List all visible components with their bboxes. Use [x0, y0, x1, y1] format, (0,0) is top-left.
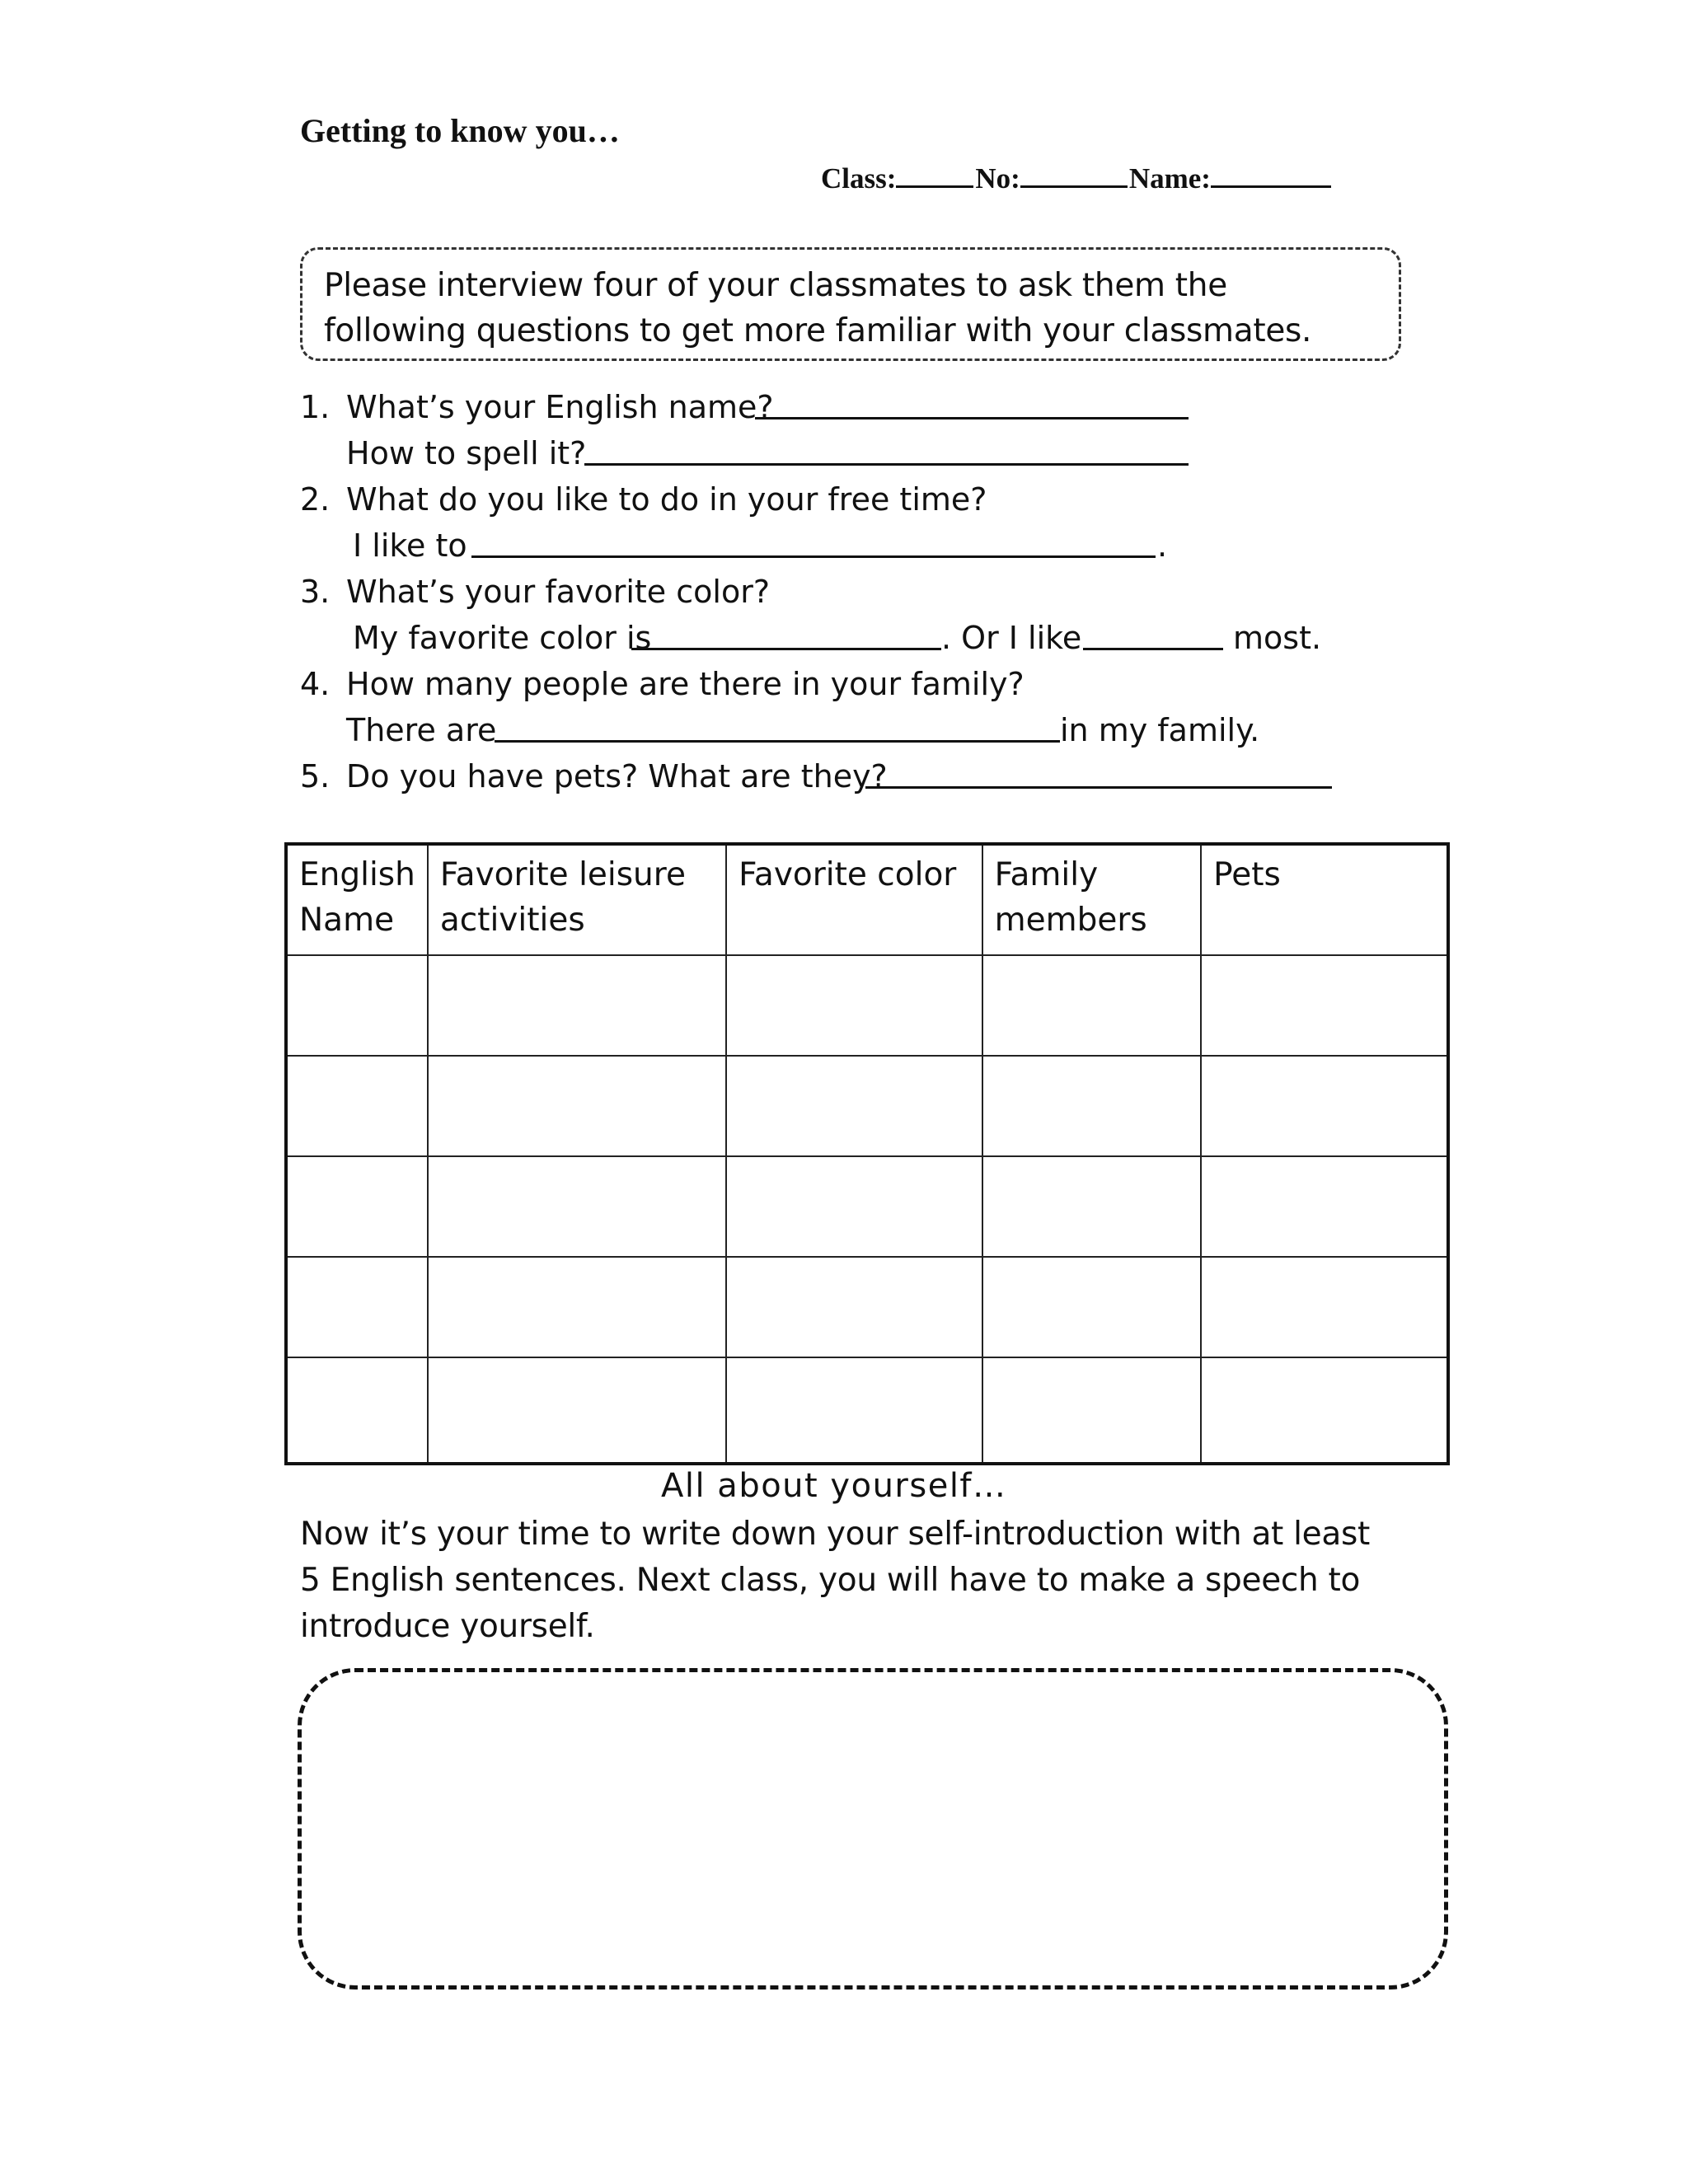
table-cell[interactable]	[286, 1357, 428, 1464]
table-cell[interactable]	[982, 1056, 1201, 1156]
other-color-answer[interactable]	[1083, 616, 1223, 650]
interview-table	[284, 842, 1450, 1465]
table-cell[interactable]	[982, 1357, 1201, 1464]
free-time-answer[interactable]	[471, 524, 1156, 558]
favorite-color-answer[interactable]	[631, 616, 941, 650]
class-label: Class:	[821, 162, 897, 194]
table-cell[interactable]	[428, 1056, 726, 1156]
followup-text: How to spell it?	[346, 435, 587, 471]
table-row	[286, 1257, 1448, 1357]
table-cell[interactable]	[726, 955, 982, 1056]
table-cell[interactable]	[428, 955, 726, 1056]
header-favorite-color: Favorite color	[726, 844, 982, 955]
header-leisure-activities: Favorite leisure activities	[428, 844, 726, 955]
number-field[interactable]	[1020, 161, 1128, 188]
table-cell[interactable]	[286, 1056, 428, 1156]
table-cell[interactable]	[726, 1156, 982, 1257]
number-label: No:	[975, 162, 1020, 194]
table-cell[interactable]	[428, 1156, 726, 1257]
header-english-name: English Name	[286, 844, 428, 955]
followup-suffix: .	[1157, 527, 1168, 564]
question-number: 2.	[300, 481, 331, 518]
question-number: 3.	[300, 574, 331, 610]
question-text: What’s your English name?	[346, 389, 774, 425]
question-text: What’s your favorite color?	[346, 574, 771, 610]
table-cell[interactable]	[286, 1156, 428, 1257]
question-number: 1.	[300, 389, 331, 425]
header-pets: Pets	[1201, 844, 1448, 955]
header-family-members: Family members	[982, 844, 1201, 955]
followup-prefix: My favorite color is	[353, 620, 652, 656]
name-label: Name:	[1128, 162, 1211, 194]
question-number: 5.	[300, 758, 331, 794]
table-cell[interactable]	[982, 1156, 1201, 1257]
table-cell[interactable]	[982, 1257, 1201, 1357]
table-cell[interactable]	[286, 1257, 428, 1357]
followup-mid: . Or I like	[941, 620, 1082, 656]
followup-suffix: in my family.	[1060, 712, 1260, 748]
table-cell[interactable]	[428, 1357, 726, 1464]
table-row	[286, 955, 1448, 1056]
table-cell[interactable]	[726, 1357, 982, 1464]
instructions-box	[300, 247, 1401, 361]
question-text: Do you have pets? What are they?	[346, 758, 888, 794]
self-introduction-instructions: Now it’s your time to write down your self-introduction with at least 5 English sentences. Next class, you will have to make a speech to introduce yourself.	[300, 1516, 1370, 1645]
table-cell[interactable]	[726, 1257, 982, 1357]
table-row	[286, 1156, 1448, 1257]
section-title: All about yourself…	[661, 1467, 1007, 1505]
spelling-answer[interactable]	[584, 432, 1189, 466]
self-introduction-writing-area[interactable]	[298, 1668, 1448, 1990]
question-text: How many people are there in your family?	[346, 666, 1025, 702]
student-info-fields	[821, 161, 1333, 195]
table-cell[interactable]	[982, 955, 1201, 1056]
followup-prefix: I like to	[353, 527, 467, 564]
pets-answer[interactable]	[865, 755, 1332, 789]
table-row	[286, 1357, 1448, 1464]
name-field[interactable]	[1211, 161, 1331, 188]
table-header-row	[286, 844, 1448, 955]
worksheet-title: Getting to know you…	[300, 112, 620, 149]
table-cell[interactable]	[726, 1056, 982, 1156]
class-field[interactable]	[896, 161, 973, 188]
table-cell[interactable]	[1201, 1257, 1448, 1357]
question-text: What do you like to do in your free time?	[346, 481, 987, 518]
table-cell[interactable]	[1201, 955, 1448, 1056]
table-cell[interactable]	[428, 1257, 726, 1357]
table-row	[286, 1056, 1448, 1156]
family-size-answer[interactable]	[495, 709, 1060, 743]
instructions-text: Please interview four of your classmates to ask them the following questions to get more familiar with your classmates.	[324, 267, 1312, 349]
table-cell[interactable]	[286, 955, 428, 1056]
followup-prefix: There are	[346, 712, 497, 748]
table-cell[interactable]	[1201, 1357, 1448, 1464]
table-cell[interactable]	[1201, 1156, 1448, 1257]
followup-suffix: most.	[1233, 620, 1322, 656]
english-name-answer[interactable]	[755, 386, 1189, 419]
table-cell[interactable]	[1201, 1056, 1448, 1156]
question-number: 4.	[300, 666, 331, 702]
